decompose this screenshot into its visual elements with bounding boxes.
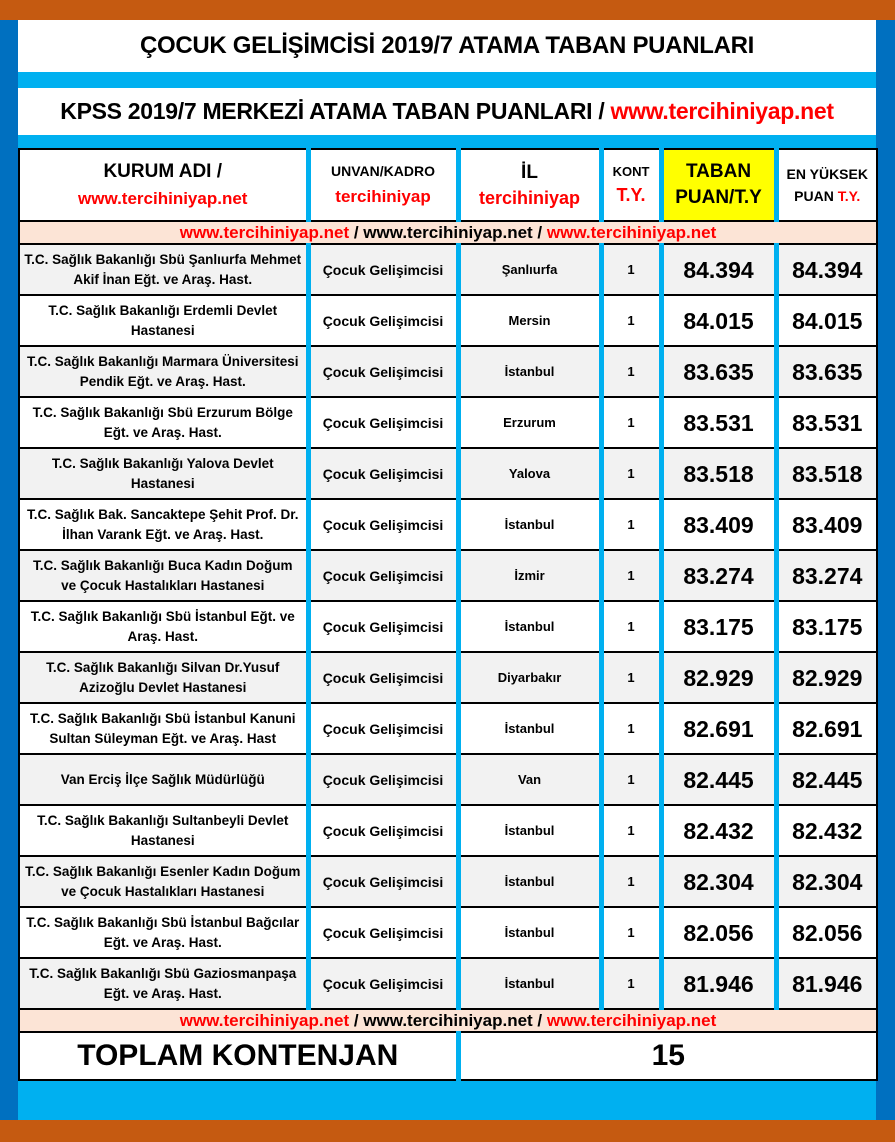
unvan-cell: Çocuk Gelişimcisi bbox=[308, 499, 458, 550]
total-row bbox=[19, 1032, 877, 1080]
header-taban-label: TABAN bbox=[685, 161, 752, 182]
il-cell: İstanbul bbox=[458, 499, 601, 550]
unvan-cell: Çocuk Gelişimcisi bbox=[308, 397, 458, 448]
watermark-cell bbox=[19, 1009, 877, 1032]
watermark-link-3[interactable]: www.tercihiniyap.net bbox=[546, 1010, 717, 1030]
kurum-cell: T.C. Sağlık Bakanlığı Buca Kadın Doğum ve Çocuk Hastalıkları Hastanesi bbox=[19, 550, 308, 601]
kurum-cell: T.C. Sağlık Bakanlığı Silvan Dr.Yusuf Azizoğlu Devlet Hastanesi bbox=[19, 652, 308, 703]
il-cell: Mersin bbox=[458, 295, 601, 346]
header-unvan-label: UNVAN/KADRO bbox=[331, 163, 435, 179]
table-row bbox=[19, 754, 877, 805]
kont-cell: 1 bbox=[601, 244, 661, 295]
taban-puan-cell: 83.274 bbox=[661, 550, 776, 601]
watermark-row-top bbox=[19, 221, 877, 244]
unvan-cell: Çocuk Gelişimcisi bbox=[308, 550, 458, 601]
kont-cell: 1 bbox=[601, 295, 661, 346]
header-taban-sub: PUAN/T.Y bbox=[675, 187, 762, 208]
taban-puan-cell: 82.445 bbox=[661, 754, 776, 805]
header-unvan-sub: tercihiniyap bbox=[335, 187, 431, 206]
taban-puan-cell: 82.929 bbox=[661, 652, 776, 703]
en-yuksek-cell: 84.394 bbox=[776, 244, 877, 295]
kurum-cell: T.C. Sağlık Bakanlığı Esenler Kadın Doğum ve Çocuk Hastalıkları Hastanesi bbox=[19, 856, 308, 907]
il-cell: İstanbul bbox=[458, 856, 601, 907]
unvan-cell: Çocuk Gelişimcisi bbox=[308, 244, 458, 295]
il-cell: Yalova bbox=[458, 448, 601, 499]
en-yuksek-cell: 81.946 bbox=[776, 958, 877, 1009]
taban-puan-cell: 82.056 bbox=[661, 907, 776, 958]
kurum-cell: T.C. Sağlık Bakanlığı Sbü İstanbul Kanuni Sultan Süleyman Eğt. ve Araş. Hast bbox=[19, 703, 308, 754]
table-row bbox=[19, 346, 877, 397]
kurum-cell: T.C. Sağlık Bakanlığı Sbü Gaziosmanpaşa Eğt. ve Araş. Hast. bbox=[19, 958, 308, 1009]
taban-puan-cell: 83.635 bbox=[661, 346, 776, 397]
header-kont-sub: T.Y. bbox=[616, 185, 646, 205]
unvan-cell: Çocuk Gelişimcisi bbox=[308, 958, 458, 1009]
unvan-cell: Çocuk Gelişimcisi bbox=[308, 754, 458, 805]
watermark-link-2: / www.tercihiniyap.net / bbox=[349, 1010, 547, 1030]
table-row bbox=[19, 550, 877, 601]
kont-cell: 1 bbox=[601, 601, 661, 652]
en-yuksek-cell: 82.304 bbox=[776, 856, 877, 907]
kurum-cell: T.C. Sağlık Bakanlığı Marmara Üniversitesi Pendik Eğt. ve Araş. Hast. bbox=[19, 346, 308, 397]
en-yuksek-cell: 83.274 bbox=[776, 550, 877, 601]
en-yuksek-cell: 83.175 bbox=[776, 601, 877, 652]
en-yuksek-cell: 82.056 bbox=[776, 907, 877, 958]
en-yuksek-cell: 82.445 bbox=[776, 754, 877, 805]
unvan-cell: Çocuk Gelişimcisi bbox=[308, 907, 458, 958]
header-kurum-label: KURUM ADI / bbox=[103, 161, 223, 182]
header-en-yuksek-sub bbox=[779, 188, 877, 204]
unvan-cell: Çocuk Gelişimcisi bbox=[308, 703, 458, 754]
table-row bbox=[19, 805, 877, 856]
il-cell: İstanbul bbox=[458, 346, 601, 397]
kont-cell: 1 bbox=[601, 907, 661, 958]
header-kurum-link: www.tercihiniyap.net bbox=[78, 189, 248, 208]
kont-cell: 1 bbox=[601, 703, 661, 754]
kurum-cell: T.C. Sağlık Bakanlığı Yalova Devlet Hastanesi bbox=[19, 448, 308, 499]
taban-puan-cell: 84.015 bbox=[661, 295, 776, 346]
unvan-cell: Çocuk Gelişimcisi bbox=[308, 601, 458, 652]
il-cell: Erzurum bbox=[458, 397, 601, 448]
bottom-orange-bar bbox=[0, 1120, 895, 1142]
il-cell: İstanbul bbox=[458, 601, 601, 652]
watermark-cell bbox=[19, 221, 877, 244]
table-row bbox=[19, 448, 877, 499]
kurum-cell: T.C. Sağlık Bakanlığı Sbü İstanbul Bağcılar Eğt. ve Araş. Hast. bbox=[19, 907, 308, 958]
il-cell: İstanbul bbox=[458, 703, 601, 754]
taban-puan-cell: 83.409 bbox=[661, 499, 776, 550]
subtitle-link[interactable]: www.tercihiniyap.net bbox=[610, 98, 834, 124]
taban-puan-cell: 82.304 bbox=[661, 856, 776, 907]
unvan-cell: Çocuk Gelişimcisi bbox=[308, 805, 458, 856]
table-row bbox=[19, 244, 877, 295]
table-row bbox=[19, 397, 877, 448]
kont-cell: 1 bbox=[601, 652, 661, 703]
en-yuksek-cell: 83.409 bbox=[776, 499, 877, 550]
taban-puan-cell: 83.175 bbox=[661, 601, 776, 652]
unvan-cell: Çocuk Gelişimcisi bbox=[308, 448, 458, 499]
il-cell: İstanbul bbox=[458, 958, 601, 1009]
subtitle bbox=[18, 88, 876, 135]
kurum-cell: T.C. Sağlık Bak. Sancaktepe Şehit Prof. Dr. İlhan Varank Eğt. ve Araş. Hast. bbox=[19, 499, 308, 550]
il-cell: İzmir bbox=[458, 550, 601, 601]
unvan-cell: Çocuk Gelişimcisi bbox=[308, 346, 458, 397]
kont-cell: 1 bbox=[601, 346, 661, 397]
kont-cell: 1 bbox=[601, 448, 661, 499]
kont-cell: 1 bbox=[601, 397, 661, 448]
header-row bbox=[19, 149, 877, 221]
unvan-cell: Çocuk Gelişimcisi bbox=[308, 856, 458, 907]
kurum-cell: Van Erciş İlçe Sağlık Müdürlüğü bbox=[19, 754, 308, 805]
kont-cell: 1 bbox=[601, 805, 661, 856]
header-kont-label: KONT bbox=[612, 164, 650, 179]
header-en-yuksek-ty: T.Y. bbox=[837, 188, 861, 204]
table-row bbox=[19, 907, 877, 958]
en-yuksek-cell: 83.635 bbox=[776, 346, 877, 397]
unvan-cell: Çocuk Gelişimcisi bbox=[308, 295, 458, 346]
total-label: TOPLAM KONTENJAN bbox=[19, 1032, 458, 1080]
en-yuksek-cell: 82.929 bbox=[776, 652, 877, 703]
total-value: 15 bbox=[458, 1032, 877, 1080]
kont-cell: 1 bbox=[601, 856, 661, 907]
table-row bbox=[19, 499, 877, 550]
table-row bbox=[19, 295, 877, 346]
header-unvan bbox=[308, 149, 458, 221]
en-yuksek-cell: 84.015 bbox=[776, 295, 877, 346]
kont-cell: 1 bbox=[601, 754, 661, 805]
table-row bbox=[19, 856, 877, 907]
watermark-row-bottom bbox=[19, 1009, 877, 1032]
taban-puan-cell: 84.394 bbox=[661, 244, 776, 295]
en-yuksek-cell: 83.518 bbox=[776, 448, 877, 499]
kurum-cell: T.C. Sağlık Bakanlığı Sbü Şanlıurfa Mehmet Akif İnan Eğt. ve Araş. Hast. bbox=[19, 244, 308, 295]
header-il-sub: tercihiniyap bbox=[478, 187, 581, 208]
spreadsheet bbox=[18, 20, 876, 1120]
scores-table bbox=[18, 148, 878, 1081]
il-cell: Şanlıurfa bbox=[458, 244, 601, 295]
taban-puan-cell: 81.946 bbox=[661, 958, 776, 1009]
kurum-cell: T.C. Sağlık Bakanlığı Sultanbeyli Devlet Hastanesi bbox=[19, 805, 308, 856]
header-kurum bbox=[19, 149, 308, 221]
kont-cell: 1 bbox=[601, 499, 661, 550]
kurum-cell: T.C. Sağlık Bakanlığı Sbü İstanbul Eğt. ve Araş. Hast. bbox=[19, 601, 308, 652]
il-cell: İstanbul bbox=[458, 805, 601, 856]
taban-puan-cell: 82.432 bbox=[661, 805, 776, 856]
taban-puan-cell: 83.518 bbox=[661, 448, 776, 499]
top-orange-bar bbox=[0, 0, 895, 20]
en-yuksek-cell: 82.691 bbox=[776, 703, 877, 754]
watermark-link-3[interactable]: www.tercihiniyap.net bbox=[546, 222, 717, 242]
il-cell: Diyarbakır bbox=[458, 652, 601, 703]
header-en-yuksek-puan: PUAN bbox=[794, 188, 838, 204]
kont-cell: 1 bbox=[601, 550, 661, 601]
en-yuksek-cell: 83.531 bbox=[776, 397, 877, 448]
header-il bbox=[458, 149, 601, 221]
table-row bbox=[19, 958, 877, 1009]
taban-puan-cell: 83.531 bbox=[661, 397, 776, 448]
header-en-yuksek bbox=[776, 149, 877, 221]
kurum-cell: T.C. Sağlık Bakanlığı Sbü Erzurum Bölge Eğt. ve Araş. Hast. bbox=[19, 397, 308, 448]
page-title: ÇOCUK GELİŞİMCİSİ 2019/7 ATAMA TABAN PUANLARI bbox=[18, 20, 876, 72]
watermark-link-1[interactable]: www.tercihiniyap.net bbox=[179, 222, 350, 242]
header-taban-puan bbox=[661, 149, 776, 221]
unvan-cell: Çocuk Gelişimcisi bbox=[308, 652, 458, 703]
table-row bbox=[19, 652, 877, 703]
il-cell: İstanbul bbox=[458, 907, 601, 958]
header-il-label: İL bbox=[521, 161, 538, 183]
en-yuksek-cell: 82.432 bbox=[776, 805, 877, 856]
table-row bbox=[19, 703, 877, 754]
header-kont bbox=[601, 149, 661, 221]
watermark-link-1[interactable]: www.tercihiniyap.net bbox=[179, 1010, 350, 1030]
subtitle-text: KPSS 2019/7 MERKEZİ ATAMA TABAN PUANLARI / bbox=[60, 98, 605, 124]
kont-cell: 1 bbox=[601, 958, 661, 1009]
kurum-cell: T.C. Sağlık Bakanlığı Erdemli Devlet Hastanesi bbox=[19, 295, 308, 346]
header-en-yuksek-label: EN YÜKSEK bbox=[786, 166, 868, 182]
watermark-link-2: / www.tercihiniyap.net / bbox=[349, 222, 547, 242]
table-row bbox=[19, 601, 877, 652]
il-cell: Van bbox=[458, 754, 601, 805]
taban-puan-cell: 82.691 bbox=[661, 703, 776, 754]
